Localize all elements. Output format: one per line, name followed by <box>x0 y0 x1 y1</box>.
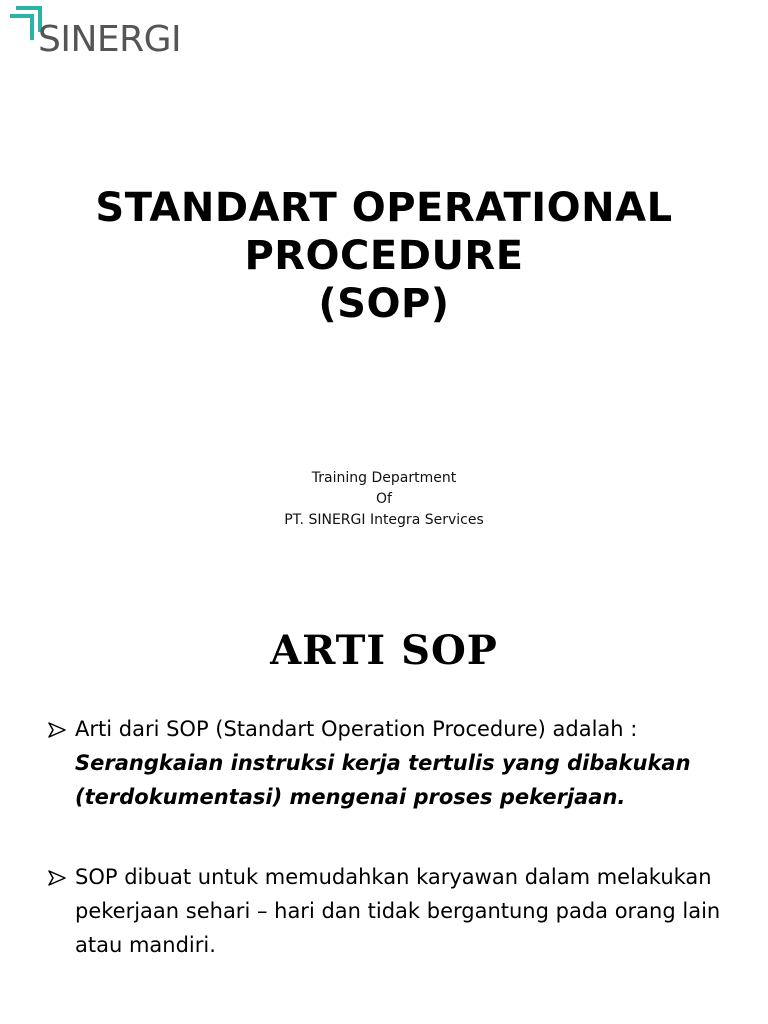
subtitle-line: PT. SINERGI Integra Services <box>284 512 484 528</box>
bullet-text: SOP dibuat untuk memudahkan karyawan dalam melakukan pekerjaan sehari – hari dan tidak bergantung pada orang lain atau mandiri. <box>75 865 721 957</box>
section-heading: ARTI SOP <box>270 627 498 674</box>
company-logo <box>8 6 198 70</box>
content-slide <box>0 600 768 1024</box>
subtitle-line: Of <box>376 491 392 507</box>
list-item <box>48 860 748 962</box>
slide-subtitle <box>0 468 768 531</box>
bullet-list <box>48 712 748 1008</box>
arrow-bullet-icon <box>48 722 66 738</box>
bullet-text: Arti dari SOP (Standart Operation Procedure) adalah : <box>75 717 638 741</box>
title-line: PROCEDURE <box>244 233 524 279</box>
title-line: STANDART OPERATIONAL <box>95 185 673 231</box>
logo-text: SINERGI <box>38 19 182 60</box>
list-item <box>48 712 748 814</box>
bullet-emphasis: Serangkaian instruksi kerja tertulis yang dibakukan (terdokumentasi) mengenai proses pekerjaan. <box>75 751 691 809</box>
subtitle-line: Training Department <box>311 470 457 486</box>
arrow-bullet-icon <box>48 870 66 886</box>
slide-title <box>0 184 768 328</box>
title-line: (SOP) <box>318 281 450 327</box>
